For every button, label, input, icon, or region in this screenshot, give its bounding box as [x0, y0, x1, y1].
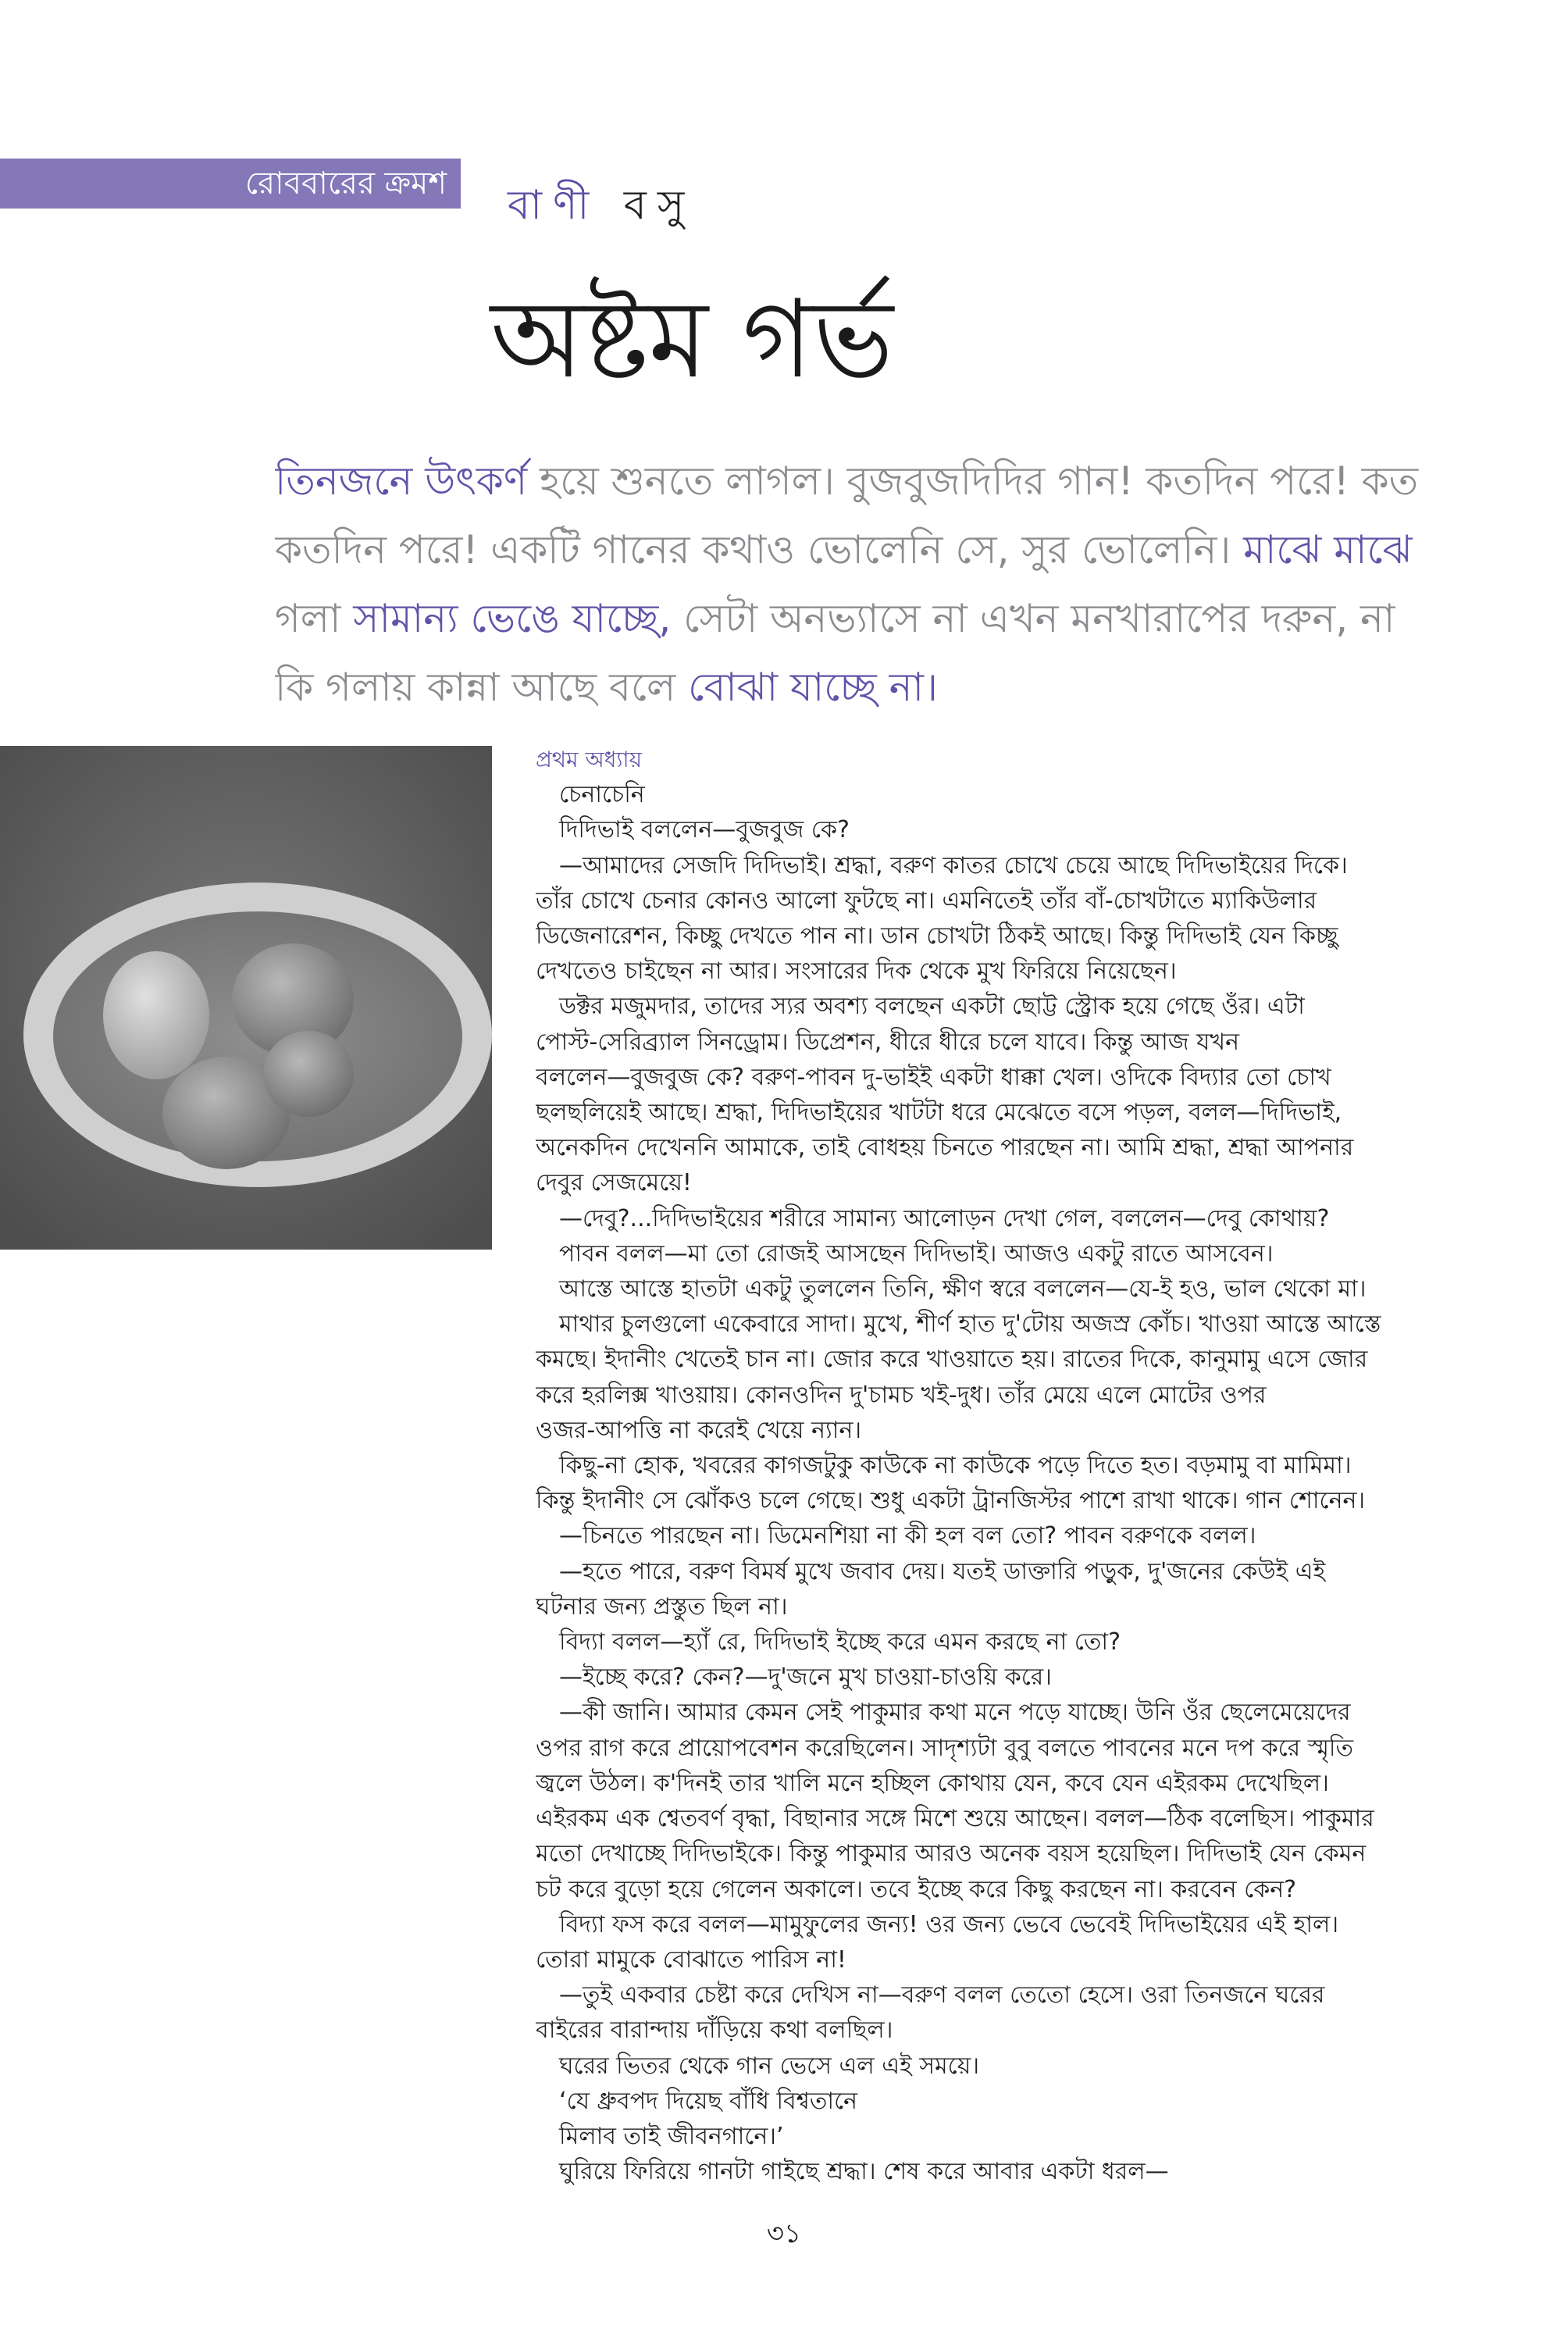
page-number: ৩১	[766, 2218, 802, 2249]
intro-text: হয়ে শুনতে লাগল। বুজবুজদিদির গান! কতদিন পরে! কত	[527, 458, 1419, 504]
body-line: —তুই একবার চেষ্টা করে দেখিস না—বরুণ বলল তেতো হেসে। ওরা তিনজনে ঘরের	[559, 1981, 1325, 2009]
body-line: দিদিভাই বললেন—বুজবুজ কে?	[559, 816, 850, 844]
body-line: ‘যে ধ্রুবপদ দিয়েছ বাঁধি বিশ্বতানে	[559, 2087, 858, 2115]
story-title: অষ্টম গর্ভ	[490, 276, 894, 402]
intro-text: কতদিন পরে! একটি গানের কথাও ভোলেনি সে, সুর ভোলেনি।	[275, 527, 1244, 572]
body-line: মাথার চুলগুলো একেবারে সাদা। মুখে, শীর্ণ হাত দু'টোয় অজস্র কোঁচ। খাওয়া আস্তে আস্তে	[559, 1311, 1381, 1339]
body-line: ঘুরিয়ে ফিরিয়ে গানটা গাইছে শ্রদ্ধা। শেষ করে আবার একটা ধরল—	[559, 2158, 1169, 2186]
body-line: বললেন—বুজবুজ কে? বরুণ-পাবন দু-ভাইই একটা ধাক্কা খেল। ওদিকে বিদ্যার তো চোখ	[536, 1063, 1331, 1091]
section-label: রোববারের ক্রমশ	[244, 166, 447, 201]
body-line: তাঁর চোখে চেনার কোনও আলো ফুটছে না। এমনিতেই তাঁর বাঁ-চোখটাতে ম্যাকিউলার	[536, 886, 1317, 915]
body-line: পাবন বলল—মা তো রোজই আসছেন দিদিভাই। আজও একটু রাতে আসবেন।	[559, 1239, 1274, 1268]
intro-highlight: বোঝা যাচ্ছে না।	[688, 665, 938, 710]
body-line: চেনাচেনি	[559, 781, 645, 809]
body-line: —হতে পারে, বরুণ বিমর্ষ মুখে জবাব দেয়। যতই ডাক্তারি পড়ুক, দু'জনের কেউই এই	[559, 1557, 1326, 1585]
body-line: —ইচ্ছে করে? কেন?—দু'জনে মুখ চাওয়া-চাওয়ি করে।	[559, 1664, 1053, 1692]
intro-text: গলা	[275, 596, 354, 641]
body-line: পোস্ট-সেরিব্র্যাল সিনড্রোম। ডিপ্রেশন, ধীরে ধীরে চলে যাবে। কিন্তু আজ যখন	[536, 1028, 1239, 1056]
body-line: —দেবু?...দিদিভাইয়ের শরীরে সামান্য আলোড়ন দেখা গেল, বললেন—দেবু কোথায়?	[559, 1204, 1330, 1232]
story-body	[536, 742, 1459, 2189]
body-line: ডিজেনারেশন, কিচ্ছু দেখতে পান না। ডান চোখটা ঠিকই আছে। কিন্তু দিদিভাই যেন কিচ্ছু	[536, 922, 1338, 950]
body-line: মতো দেখাচ্ছে দিদিভাইকে। কিন্তু পাকুমার আরও অনেক বয়স হয়েছিল। দিদিভাই যেন কেমন	[536, 1840, 1367, 1868]
body-line: —চিনতে পারছেন না। ডিমেনশিয়া না কী হল বল তো? পাবন বরুণকে বলল।	[559, 1522, 1256, 1550]
intro-paragraph	[275, 447, 1462, 722]
body-line: বাইরের বারান্দায় দাঁড়িয়ে কথা বলছিল।	[536, 2017, 893, 2045]
body-line: জ্বলে উঠল। ক'দিনই তার খালি মনে হচ্ছিল কোথায় যেন, কবে যেন এইরকম দেখেছিল।	[536, 1769, 1329, 1797]
body-line: চট করে বুড়ো হয়ে গেলেন অকালে। তবে ইচ্ছে করে কিছু করছেন না। করবেন কেন?	[536, 1875, 1297, 1903]
body-line: এইরকম এক শ্বেতবর্ণ বৃদ্ধা, বিছানার সঙ্গে মিশে শুয়ে আছেন। বলল—ঠিক বলেছিস। পাকুমার	[536, 1805, 1374, 1833]
body-line: কিছু-না হোক, খবরের কাগজটুকু কাউকে না কাউকে পড়ে দিতে হত। বড়মামু বা মামিমা।	[559, 1452, 1352, 1480]
intro-line	[275, 515, 1462, 584]
body-line: আস্তে আস্তে হাতটা একটু তুললেন তিনি, ক্ষীণ স্বরে বললেন—যে-ই হও, ভাল থেকো মা।	[559, 1275, 1367, 1303]
author-first-name: বাণী	[508, 182, 600, 229]
body-line: কিন্তু ইদানীং সে ঝোঁকও চলে গেছে। শুধু একটা ট্রানজিস্টর পাশে রাখা থাকে। গান শোনেন।	[536, 1487, 1366, 1515]
author-last-name: বসু	[623, 182, 696, 229]
body-line: ঘটনার জন্য প্রস্তুত ছিল না।	[536, 1592, 788, 1621]
body-line: দেখতেও চাইছেন না আর। সংসারের দিক থেকে মুখ ফিরিয়ে নিয়েছেন।	[536, 957, 1177, 986]
still-life-illustration	[0, 746, 492, 1250]
intro-highlight: সামান্য ভেঙে যাচ্ছে,	[353, 596, 672, 641]
body-line: দেবুর সেজমেয়ে!	[536, 1169, 692, 1197]
body-line: অনেকদিন দেখেননি আমাকে, তাই বোধহয় চিনতে পারছেন না। আমি শ্রদ্ধা, শ্রদ্ধা আপনার	[536, 1134, 1354, 1162]
section-band-rule	[0, 209, 461, 212]
intro-highlight: তিনজনে উৎকর্ণ	[275, 458, 528, 504]
body-line: ঘরের ভিতর থেকে গান ভেসে এল এই সময়ে।	[559, 2052, 980, 2080]
body-line: ওপর রাগ করে প্রায়োপবেশন করেছিলেন। সাদৃশ্যটা বুবু বলতে পাবনের মনে দপ করে স্মৃতি	[536, 1734, 1354, 1762]
chapter-label: প্রথম অধ্যায়	[536, 747, 643, 772]
body-line: মিলাব তাই জীবনগানে।’	[559, 2122, 784, 2150]
body-line: ওজর-আপত্তি না করেই খেয়ে ন্যান।	[536, 1416, 862, 1444]
author-byline	[508, 178, 695, 233]
body-line: তোরা মামুকে বোঝাতে পারিস না!	[536, 1945, 846, 1974]
intro-line	[275, 653, 1462, 722]
body-lines	[536, 777, 1459, 2189]
body-line: —কী জানি। আমার কেমন সেই পাকুমার কথা মনে পড়ে যাচ্ছে। উনি ওঁর ছেলেমেয়েদের	[559, 1699, 1351, 1727]
body-line: বিদ্যা বলল—হ্যাঁ রে, দিদিভাই ইচ্ছে করে এমন করছে না তো?	[559, 1628, 1121, 1656]
still-life-fruit-bowl-icon	[0, 746, 492, 1250]
section-band	[0, 159, 461, 209]
intro-line	[275, 447, 1462, 515]
body-line: —আমাদের সেজদি দিদিভাই। শ্রদ্ধা, বরুণ কাতর চোখে চেয়ে আছে দিদিভাইয়ের দিকে।	[559, 851, 1348, 879]
intro-line	[275, 584, 1462, 653]
body-line: ডক্টর মজুমদার, তাদের স্যর অবশ্য বলছেন একটা ছোট্ট স্ট্রোক হয়ে গেছে ওঁর। এটা	[559, 993, 1305, 1021]
intro-highlight: মাঝে মাঝে	[1243, 527, 1413, 572]
body-line: বিদ্যা ফস করে বলল—মামুফুলের জন্য! ওর জন্য ভেবে ভেবেই দিদিভাইয়ের এই হাল।	[559, 1910, 1339, 1938]
body-line: করে হরলিক্স খাওয়ায়। কোনওদিন দু'চামচ খই-দুধ। তাঁর মেয়ে এলে মোটের ওপর	[536, 1381, 1267, 1409]
body-line: ছলছলিয়েই আছে। শ্রদ্ধা, দিদিভাইয়ের খাটটা ধরে মেঝেতে বসে পড়ল, বলল—দিদিভাই,	[536, 1099, 1342, 1127]
body-line: কমছে। ইদানীং খেতেই চান না। জোর করে খাওয়াতে হয়। রাতের দিকে, কানুমামু এসে জোর	[536, 1346, 1368, 1374]
intro-text: কি গলায় কান্না আছে বলে	[275, 665, 689, 710]
intro-text: সেটা অনভ্যাসে না এখন মনখারাপের দরুন, না	[671, 596, 1395, 641]
